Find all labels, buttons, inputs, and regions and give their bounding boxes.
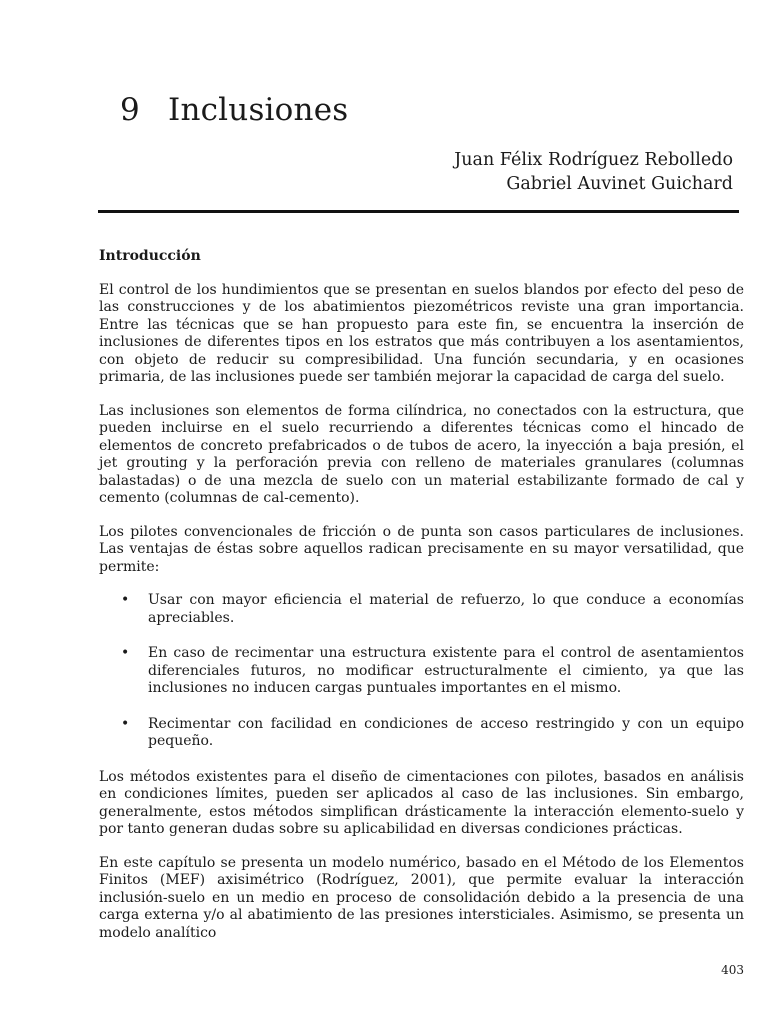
author-name: Gabriel Auvinet Guichard	[506, 174, 733, 194]
author-name: Juan Félix Rodríguez Rebolledo	[454, 150, 733, 170]
section-title: Introducción	[99, 248, 201, 264]
bullet-icon: •	[121, 645, 130, 661]
paragraph: Los pilotes convencionales de fricción o de punta son casos particulares de inclusiones. Las ventajas de éstas sobre aquellos radican precisamente en su mayor versatilidad, que permite:	[99, 523, 744, 575]
bullet-text: Recimentar con facilidad en condiciones de acceso restringido y con un equipo pequeño.	[148, 715, 744, 749]
chapter-number: 9	[120, 92, 140, 128]
paragraph: Las inclusiones son elementos de forma cilíndrica, no conectados con la estructura, que pueden incluirse en el suelo recurriendo a diferentes técnicas como el hincado de elementos de concreto prefabricados o de tubos de acero, la inyección a baja presión, el jet grouting y la perforación previa con relleno de materiales granulares (columnas balastadas) o de una mezcla de suelo con un material estabilizante formado de cal y cemento (columnas de cal-cemento).	[99, 402, 744, 506]
bullet-text: Usar con mayor eficiencia el material de refuerzo, lo que conduce a economías apreciables.	[148, 592, 744, 626]
page-number: 403	[721, 963, 744, 977]
chapter-heading	[120, 92, 348, 128]
chapter-title: Inclusiones	[168, 92, 349, 128]
paragraph: En este capítulo se presenta un modelo numérico, basado en el Método de los Elementos Finitos (MEF) axisimétrico (Rodríguez, 2001), que permite evaluar la interacción inclusión-suelo en un medio en proceso de consolidación debido a la presencia de una carga externa y/o al abatimiento de las presiones intersticiales. Asimismo, se presenta un modelo analítico	[99, 854, 744, 941]
bullet-text: En caso de recimentar una estructura existente para el control de asentamientos diferenciales futuros, no modificar estructuralmente el cimiento, ya que las inclusiones no inducen cargas puntuales importantes en el mismo.	[148, 645, 744, 696]
heading-divider	[98, 210, 739, 213]
bullet-item	[99, 592, 744, 627]
bullet-icon: •	[121, 715, 130, 732]
paragraph: El control de los hundimientos que se presentan en suelos blandos por efecto del peso de las construcciones y de los abatimientos piezométricos reviste una gran importancia. Entre las técnicas que se han propuesto para este fin, se encuentra la inserción de inclusiones de diferentes tipos en los estratos que más contribuyen a los asentamientos, con objeto de reducir su compresibilidad. Una función secundaria, y en ocasiones primaria, de las inclusiones puede ser también mejorar la capacidad de carga del suelo.	[99, 281, 744, 385]
author-list	[454, 148, 733, 196]
paragraph: Los métodos existentes para el diseño de cimentaciones con pilotes, basados en análisis en condiciones límites, pueden ser aplicados al caso de las inclusiones. Sin embargo, generalmente, estos métodos simplifican drásticamente la interacción elemento-suelo y por tanto generan dudas sobre su aplicabilidad en diversas condiciones prácticas.	[99, 768, 744, 837]
bullet-item	[99, 645, 744, 698]
bullet-icon: •	[121, 592, 130, 608]
body-text	[99, 248, 744, 958]
bullet-list	[99, 592, 744, 751]
bullet-item	[99, 716, 744, 751]
